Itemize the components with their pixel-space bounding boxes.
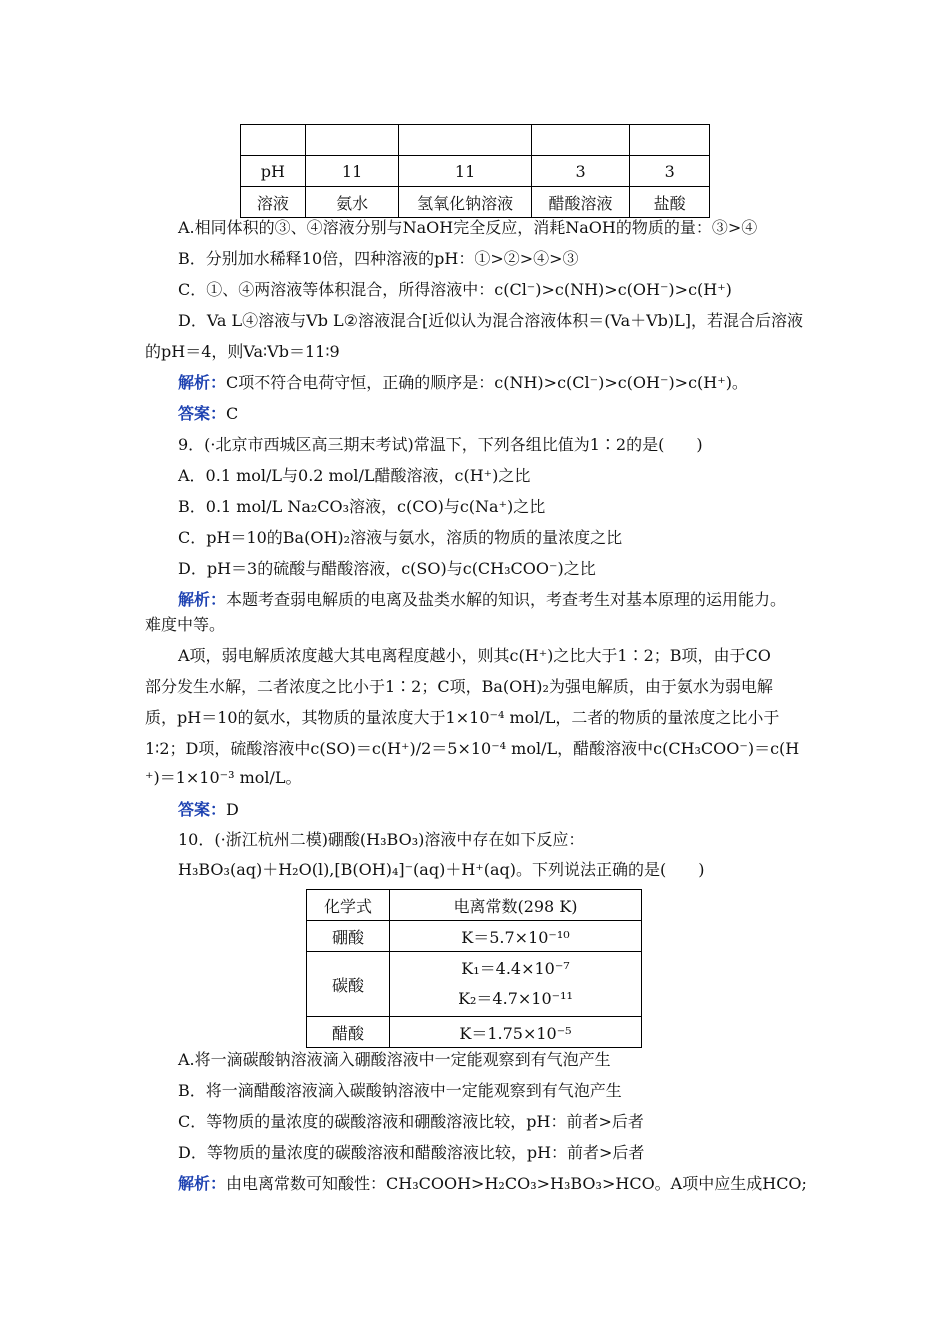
table-row: 化学式 电离常数(298 K) [307, 890, 642, 921]
table-row: 碳酸 K₁＝4.4×10⁻⁷ K₂＝4.7×10⁻¹¹ [307, 952, 642, 1017]
q8-answer: 答案：C [178, 404, 239, 423]
q9-option-b: B．0.1 mol/L Na₂CO₃溶液，c(CO)与c(Na⁺)之比 [178, 497, 546, 516]
q8-option-d-cont: 的pH＝4，则Va∶Vb＝11∶9 [145, 342, 340, 361]
q9-explain-5: ⁺)＝1×10⁻³ mol/L。 [145, 768, 302, 787]
q8-option-d: D．Va L④溶液与Vb L②溶液混合[近似认为混合溶液体积＝(Va＋Vb)L]，若混合后溶液 [178, 311, 804, 330]
q9-analysis-cont: 难度中等。 [145, 615, 226, 634]
q10-option-d: D．等物质的量浓度的碳酸溶液和醋酸溶液比较，pH：前者>后者 [178, 1143, 645, 1162]
table-row: 硼酸 K＝5.7×10⁻¹⁰ [307, 921, 642, 952]
q9-explain-2: 部分发生水解，二者浓度之比小于1∶2；C项，Ba(OH)₂为强电解质，由于氨水为弱电解 [145, 677, 773, 696]
q8-option-a: A.相同体积的③、④溶液分别与NaOH完全反应，消耗NaOH的物质的量：③>④ [178, 218, 758, 237]
table-row: 醋酸 K＝1.75×10⁻⁵ [307, 1017, 642, 1048]
q9-analysis: 解析：本题考查弱电解质的电离及盐类水解的知识，考查考生对基本原理的运用能力。 [178, 590, 787, 609]
ph-table [240, 124, 710, 218]
q10-option-b: B．将一滴醋酸溶液滴入碳酸钠溶液中一定能观察到有气泡产生 [178, 1081, 622, 1100]
table-row: 溶液 氨水 氢氧化钠溶液 醋酸溶液 盐酸 [241, 187, 710, 218]
q9-answer: 答案：D [178, 800, 239, 819]
q10-stem: 10．(·浙江杭州二模)硼酸(H₃BO₃)溶液中存在如下反应： [178, 830, 585, 849]
q10-analysis: 解析：由电离常数可知酸性：CH₃COOH>H₂CO₃>H₃BO₃>HCO。A项中应生成HCO; [178, 1174, 807, 1193]
q8-option-c: C．①、④两溶液等体积混合，所得溶液中：c(Cl⁻)>c(NH)>c(OH⁻)>c(H⁺) [178, 280, 732, 299]
q8-option-b: B．分别加水稀释10倍，四种溶液的pH：①>②>④>③ [178, 249, 579, 268]
q10-equation: H₃BO₃(aq)＋H₂O(l),[B(OH)₄]⁻(aq)＋H⁺(aq)。下列说法正确的是( ) [178, 860, 705, 879]
ionization-constant-table [306, 889, 642, 1048]
q8-analysis: 解析：C项不符合电荷守恒，正确的顺序是：c(NH)>c(Cl⁻)>c(OH⁻)>c(H⁺)。 [178, 373, 748, 392]
q9-explain-4: 1∶2；D项，硫酸溶液中c(SO)＝c(H⁺)/2＝5×10⁻⁴ mol/L，醋酸溶液中c(CH₃COO⁻)＝c(H [145, 739, 800, 758]
q10-option-a: A.将一滴碳酸钠溶液滴入硼酸溶液中一定能观察到有气泡产生 [178, 1050, 611, 1069]
q10-option-c: C．等物质的量浓度的碳酸溶液和硼酸溶液比较，pH：前者>后者 [178, 1112, 644, 1131]
answer-label: 答案： [178, 404, 227, 423]
analysis-label: 解析： [178, 373, 227, 392]
q9-explain-1: A项，弱电解质浓度越大其电离程度越小，则其c(H⁺)之比大于1∶2；B项，由于CO [178, 646, 771, 665]
q9-option-a: A．0.1 mol/L与0.2 mol/L醋酸溶液，c(H⁺)之比 [178, 466, 531, 485]
q9-option-c: C．pH＝10的Ba(OH)₂溶液与氨水，溶质的物质的量浓度之比 [178, 528, 623, 547]
q9-option-d: D．pH＝3的硫酸与醋酸溶液，c(SO)与c(CH₃COO⁻)之比 [178, 559, 596, 578]
analysis-label: 解析： [178, 590, 227, 609]
q9-explain-3: 质，pH＝10的氨水，其物质的量浓度大于1×10⁻⁴ mol/L，二者的物质的量浓度之比小于 [145, 708, 780, 727]
answer-label: 答案： [178, 800, 227, 819]
q9-stem: 9．(·北京市西城区高三期末考试)常温下，下列各组比值为1∶2的是( ) [178, 435, 703, 454]
table-row: pH 11 11 3 3 [241, 156, 710, 187]
analysis-label: 解析： [178, 1174, 227, 1193]
table-row [241, 125, 710, 156]
